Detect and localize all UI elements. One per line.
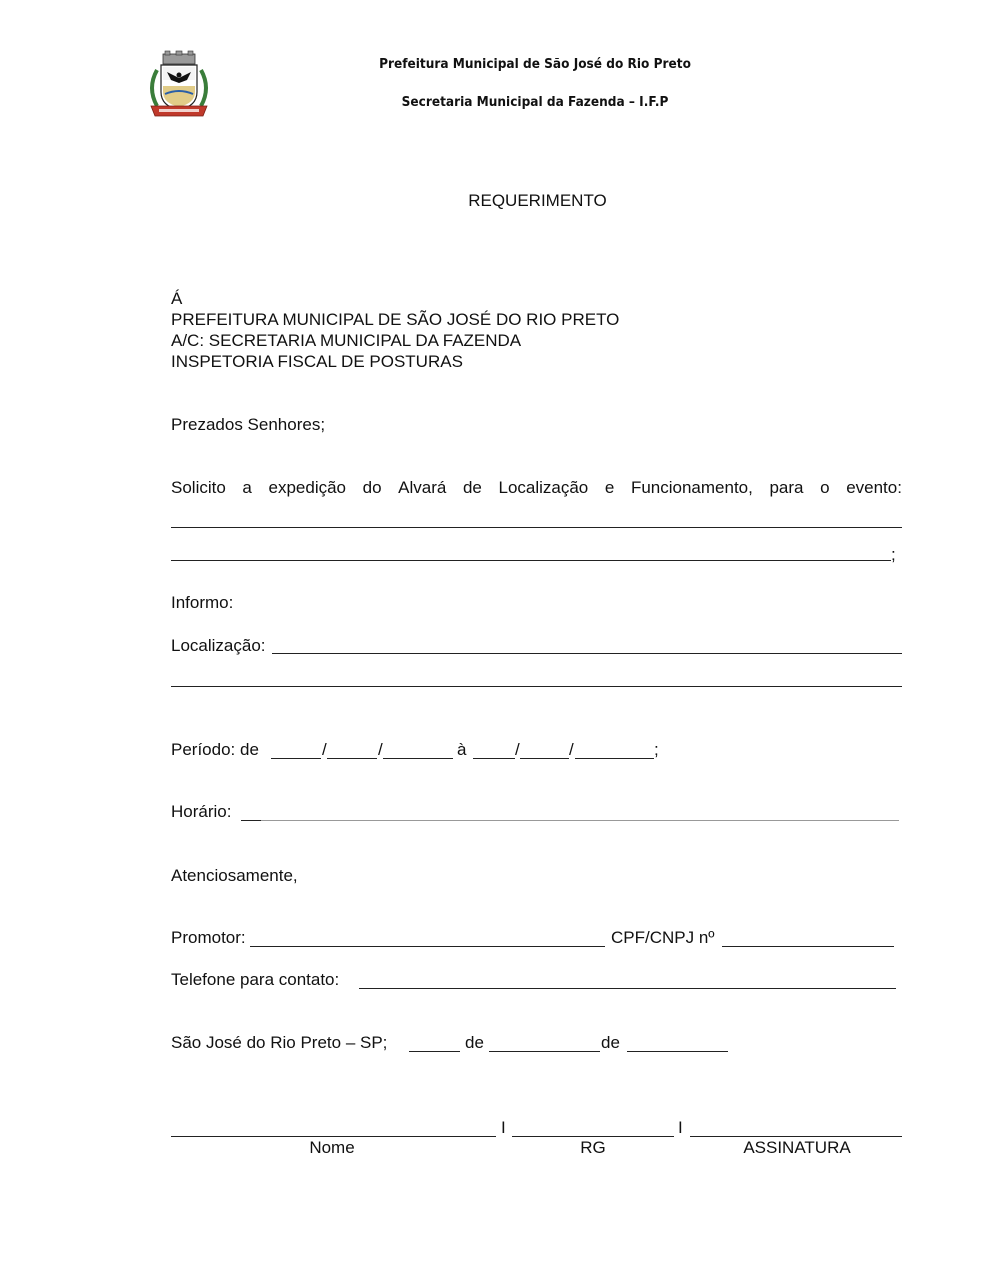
signature-separator: I	[678, 1118, 683, 1137]
nome-label: Nome	[309, 1138, 355, 1157]
periodo-label: Período: de	[171, 740, 259, 759]
localizacao-label: Localização:	[171, 636, 266, 655]
event-blank-line-2[interactable]	[171, 560, 891, 561]
date-de-1: de	[465, 1033, 484, 1052]
request-word: a	[242, 478, 252, 497]
periodo-slash: /	[378, 740, 383, 759]
event-blank-line-1[interactable]	[171, 527, 902, 528]
telefone-blank[interactable]	[359, 988, 896, 989]
request-word: e	[604, 478, 615, 497]
assinatura-label: ASSINATURA	[743, 1138, 851, 1157]
addressee-line-1: Á	[171, 289, 183, 308]
request-word: de	[462, 478, 482, 497]
periodo-end-semicolon: ;	[654, 740, 659, 759]
nome-blank[interactable]	[171, 1136, 496, 1137]
header-municipality: Prefeitura Municipal de São José do Rio Preto	[379, 56, 691, 72]
periodo-end-year-blank[interactable]	[575, 758, 654, 759]
rg-blank[interactable]	[512, 1136, 674, 1137]
horario-blank-line[interactable]	[261, 820, 899, 821]
periodo-end-month-blank[interactable]	[520, 758, 569, 759]
periodo-start-month-blank[interactable]	[327, 758, 377, 759]
periodo-start-day-blank[interactable]	[271, 758, 321, 759]
localizacao-blank-line-2[interactable]	[171, 686, 902, 687]
request-word: Solicito	[171, 478, 226, 497]
request-word: Funcionamento,	[630, 478, 753, 497]
addressee-line-2: PREFEITURA MUNICIPAL DE SÃO JOSÉ DO RIO PRETO	[171, 310, 620, 329]
periodo-end-day-blank[interactable]	[473, 758, 515, 759]
periodo-slash: /	[322, 740, 327, 759]
document-title: REQUERIMENTO	[468, 191, 607, 210]
promotor-label: Promotor:	[171, 928, 246, 947]
request-word: Alvará	[398, 478, 447, 497]
place-city: São José do Rio Preto – SP;	[171, 1033, 388, 1052]
date-de-2: de	[601, 1033, 620, 1052]
request-word: do	[362, 478, 382, 497]
horario-label: Horário:	[171, 802, 232, 821]
addressee-line-4: INSPETORIA FISCAL DE POSTURAS	[171, 352, 463, 371]
request-word: o	[820, 478, 830, 497]
assinatura-blank[interactable]	[690, 1136, 902, 1137]
coat-of-arms-logo	[143, 50, 215, 122]
addressee-line-3: A/C: SECRETARIA MUNICIPAL DA FAZENDA	[171, 331, 522, 350]
request-word: para	[769, 478, 804, 497]
periodo-slash: /	[569, 740, 574, 759]
date-year-blank[interactable]	[627, 1051, 728, 1052]
closing: Atenciosamente,	[171, 866, 298, 885]
rg-label: RG	[580, 1138, 606, 1157]
informo-label: Informo:	[171, 593, 234, 612]
request-word: evento:	[846, 478, 902, 497]
signature-separator: I	[501, 1118, 506, 1137]
date-day-blank[interactable]	[409, 1051, 460, 1052]
telefone-label: Telefone para contato:	[171, 970, 340, 989]
greeting: Prezados Senhores;	[171, 415, 326, 434]
event-line-semicolon: ;	[891, 545, 896, 564]
header-secretariat: Secretaria Municipal da Fazenda – I.F.P	[401, 94, 669, 110]
cpf-cnpj-label: CPF/CNPJ nº	[611, 928, 715, 947]
localizacao-blank-line-1[interactable]	[272, 653, 902, 654]
date-month-blank[interactable]	[489, 1051, 600, 1052]
promotor-blank[interactable]	[250, 946, 605, 947]
horario-blank-start[interactable]	[241, 820, 261, 821]
request-sentence	[171, 478, 902, 498]
periodo-slash: /	[515, 740, 520, 759]
periodo-a-label: à	[457, 740, 467, 759]
request-word: expedição	[268, 478, 347, 497]
cpf-cnpj-blank[interactable]	[722, 946, 894, 947]
periodo-start-year-blank[interactable]	[383, 758, 453, 759]
request-word: Localização	[498, 478, 589, 497]
